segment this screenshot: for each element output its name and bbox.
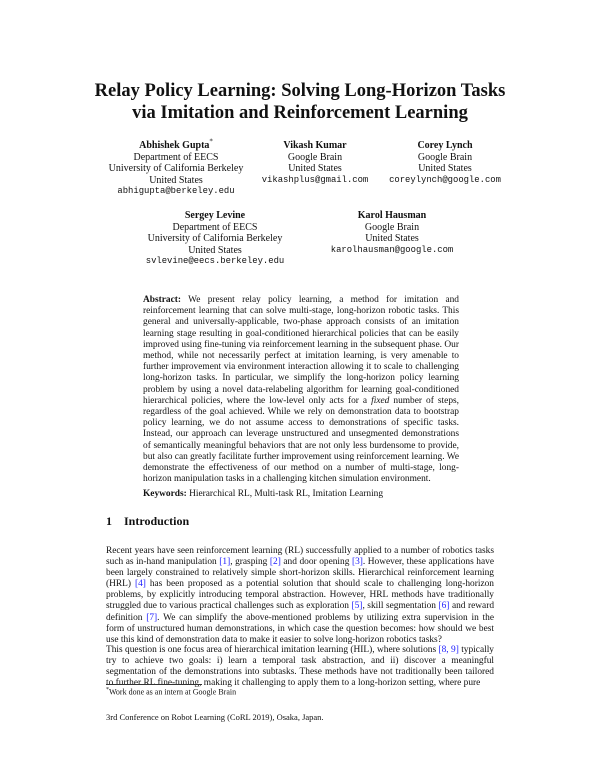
citation-link[interactable]: [7]: [146, 612, 158, 623]
author-name: Corey Lynch: [417, 140, 473, 151]
text-run: and reward definition: [106, 601, 495, 623]
footnote-mark: *: [106, 687, 109, 693]
author-org: University of California Berkeley: [108, 163, 244, 175]
keywords-text: Hierarchical RL, Multi-task RL, Imitation Learning: [189, 489, 384, 499]
citation-link[interactable]: [4]: [134, 579, 146, 590]
venue-note: 3rd Conference on Robot Learning (CoRL 2019), Osaka, Japan.: [106, 712, 324, 722]
author-block-lynch: [370, 140, 520, 186]
author-email[interactable]: coreylynch@google.com: [389, 174, 501, 185]
author-block-kumar: [250, 140, 380, 186]
author-country: United States: [288, 163, 342, 175]
keywords: [143, 489, 459, 500]
intro-paragraph-1: [106, 546, 494, 646]
author-email[interactable]: svlevine@eecs.berkeley.edu: [145, 256, 285, 267]
author-name: Abhishek Gupta: [139, 140, 210, 151]
intro-paragraph-2: [106, 645, 494, 689]
section-title: Introduction: [124, 514, 190, 528]
citation-link[interactable]: [2]: [269, 557, 281, 568]
text-run: , grasping: [230, 557, 270, 568]
citation-link[interactable]: [1]: [219, 557, 231, 568]
author-affiliation: Google Brain: [287, 151, 343, 163]
footnote-rule: [106, 684, 202, 685]
footnote-marker: *: [209, 137, 213, 146]
author-email[interactable]: karolhausman@google.com: [330, 244, 454, 255]
keywords-label: Keywords:: [143, 489, 187, 499]
author-country: United States: [418, 163, 472, 175]
author-name: Karol Hausman: [357, 210, 427, 221]
abstract-text-b: number of steps, regardless of the goal achieved. While we rely on demonstration data to bootstrap policy learning, we do not assume access to demonstrations of specific tasks. Instead, our approach can leverage unstructured and unsegmented demonstrations of semantically meaningful behaviors that are not only less burdensome to provide, but also can greatly facilitate further improvement using reinforcement learning. We demonstrate the effectiveness of our method on a number of multi-stage, long-horizon manipulation tasks in a challenging kitchen simulation environment.: [143, 395, 459, 485]
abstract-fixed-word: fixed: [371, 395, 390, 406]
author-block-hausman: [317, 210, 467, 256]
author-block-levine: [135, 210, 295, 268]
section-number: 1: [106, 514, 112, 528]
paper-title: [60, 80, 540, 124]
author-email[interactable]: vikashplus@gmail.com: [261, 174, 369, 185]
author-affiliation: Google Brain: [364, 221, 420, 233]
footnote: [106, 687, 236, 697]
author-affiliation: Google Brain: [417, 151, 473, 163]
text-run: This question is one focus area of hierarchical imitation learning (HIL), where solutions: [106, 645, 439, 655]
abstract: [143, 295, 459, 485]
author-name: Sergey Levine: [184, 210, 246, 221]
author-org: University of California Berkeley: [147, 233, 283, 245]
author-country: United States: [149, 174, 203, 186]
text-run: has been proposed as a potential solution that should scale to challenging long-horizon problems, by explicitly introducing temporal abstraction. However, HRL methods have traditionally struggled due to various practical challenges such as exploration: [106, 579, 494, 612]
text-run: , skill segmentation: [362, 601, 439, 612]
citation-link[interactable]: [5]: [351, 601, 363, 612]
title-line-1: Relay Policy Learning: Solving Long-Horizon Tasks: [94, 81, 506, 101]
author-block-gupta: [96, 137, 256, 198]
author-country: United States: [365, 233, 419, 245]
author-name: Vikash Kumar: [283, 140, 347, 151]
citation-link[interactable]: [3]: [351, 557, 363, 568]
footnote-text: Work done as an intern at Google Brain: [109, 687, 237, 697]
section-heading-introduction: [106, 514, 189, 529]
text-run: and door opening: [280, 557, 352, 568]
text-run: . However, these applications have been largely constrained to relatively simple short-horizon skills. Hierarchical reinforcement learning (HRL): [106, 557, 494, 590]
author-affiliation: Department of EECS: [172, 221, 258, 233]
citation-link[interactable]: [8, 9]: [438, 645, 459, 655]
text-run: Recent years have seen reinforcement learning (RL) successfully applied to a number of robotics tasks such as in-hand manipulation: [106, 546, 494, 568]
text-run: typically try to achieve two goals: i) learn a temporal task abstraction, and ii) discover a meaningful segmentation of the demonstrations into subtasks. These methods have not traditionally been tailored to further RL fine-tuning, making it challenging to apply them to a long-horizon setting, where pure: [106, 645, 494, 689]
author-affiliation: Department of EECS: [133, 151, 219, 163]
text-run: . We can simplify the above-mentioned problems by utilizing extra supervision in the form of unstructured human demonstrations, in which case the question becomes: how should we best use this kind of demonstration data to make it easier to solve long-horizon robotics tasks?: [106, 612, 494, 645]
citation-link[interactable]: [6]: [438, 601, 450, 612]
title-line-2: via Imitation and Reinforcement Learning: [132, 103, 468, 123]
abstract-label: Abstract:: [143, 295, 182, 305]
author-country: United States: [188, 244, 242, 256]
author-email[interactable]: abhigupta@berkeley.edu: [117, 186, 235, 197]
abstract-text-a: We present relay policy learning, a method for imitation and reinforcement learning that can solve multi-stage, long-horizon robotic tasks. This general and universally-applicable, two-phase approach consists of an imitation learning stage resulting in goal-conditioned hierarchical policies that can be easily improved using fine-tuning via reinforcement learning in the subsequent phase. Our method, while not necessarily perfect at imitation learning, is very amenable to further improvement via environment interaction allowing it to scale to challenging long-horizon tasks. In particular, we simplify the long-horizon policy learning problem by using a novel data-relabeling algorithm for learning goal-conditioned hierarchical policies, where the low-level only acts for a: [143, 295, 459, 406]
